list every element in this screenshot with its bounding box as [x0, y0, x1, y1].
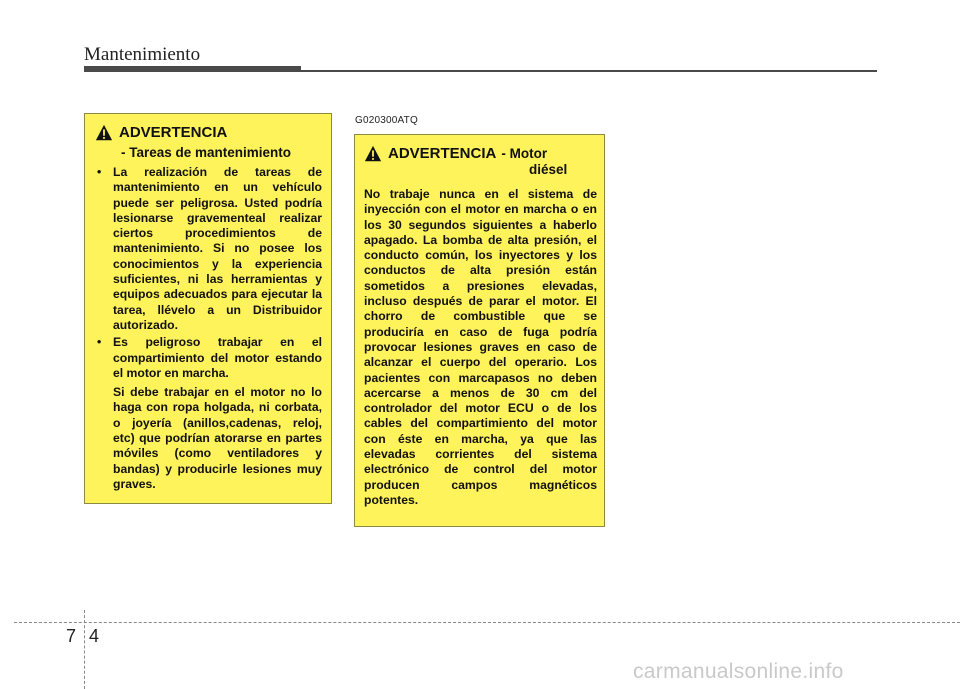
warning-box-maintenance: [84, 113, 332, 504]
header-rule-thin: [301, 70, 877, 72]
header-rule-thick: [84, 66, 301, 72]
page-number: 4: [89, 626, 100, 646]
warning-box-diesel: [354, 134, 605, 527]
bullet: •: [97, 335, 102, 350]
warning-body: No trabaje nunca en el sistema de inyección con el motor en marcha o en los 30 segundos siguientes a haberlo apagado. La bomba de alta presión, el conducto común, los inyectores y los conductos de alta presión están sometidos a presiones elevadas, incluso después de parar el motor. El chorro de combustible que se produciría en caso de fuga podría provocar lesiones graves en caso de alcanzar el cuerpo del operario. Los pacientes con marcapasos no deben acercarse a menos de 30 cm del controlador del motor ECU o de los cables del compartimiento del motor con éste en marcha, ya que las elevadas corrientes del sistema electrónico de control del motor producen campos magnéticos potentes.: [364, 187, 597, 507]
warning-title: ADVERTENCIA: [388, 145, 497, 162]
warning-title: ADVERTENCIA: [119, 124, 228, 141]
header-title: Mantenimiento: [84, 44, 201, 65]
warning-list: [95, 165, 322, 492]
bullet: •: [97, 165, 102, 179]
warning-item: [95, 335, 322, 492]
warning-item-extra: Si debe trabajar en el motor no lo haga con ropa holgada, ni corbata, o joyería (anillos,cadenas, reloj, etc) que podrían atorarse en partes móviles (como ventiladores y bandas) y producirle lesiones muy graves.: [113, 385, 322, 491]
warning-triangle-icon: [364, 145, 382, 163]
warning-header: [95, 124, 322, 142]
warning-subtitle-b: diésel: [529, 162, 568, 177]
warning-item-text: Es peligroso trabajar en el compartimiento del motor estando el motor en marcha.: [113, 335, 322, 380]
warning-triangle-icon: [95, 124, 113, 142]
watermark: carmanualsonline.info: [633, 660, 844, 683]
warning-item: [95, 165, 322, 333]
warning-header: [364, 145, 597, 163]
warning-subtitle-a: - Motor: [501, 146, 548, 161]
section-code: G020300ATQ: [355, 115, 418, 126]
warning-subtitle: - Tareas de mantenimiento: [121, 145, 292, 160]
page-chapter: 7: [66, 626, 77, 646]
footer-rule-vertical: [84, 610, 85, 689]
footer-rule-horizontal: [14, 622, 960, 623]
warning-item-text: La realización de tareas de mantenimiento en un vehículo puede ser peligrosa. Usted podría lesionarse gravementeal realizar ciertos procedimientos de mantenimiento. Si no posee los conocimientos y la experiencia suficientes, ni las herramientas y equipos adecuados para ejecutar la tarea, llévelo a un Distribuidor autorizado.: [113, 165, 322, 332]
